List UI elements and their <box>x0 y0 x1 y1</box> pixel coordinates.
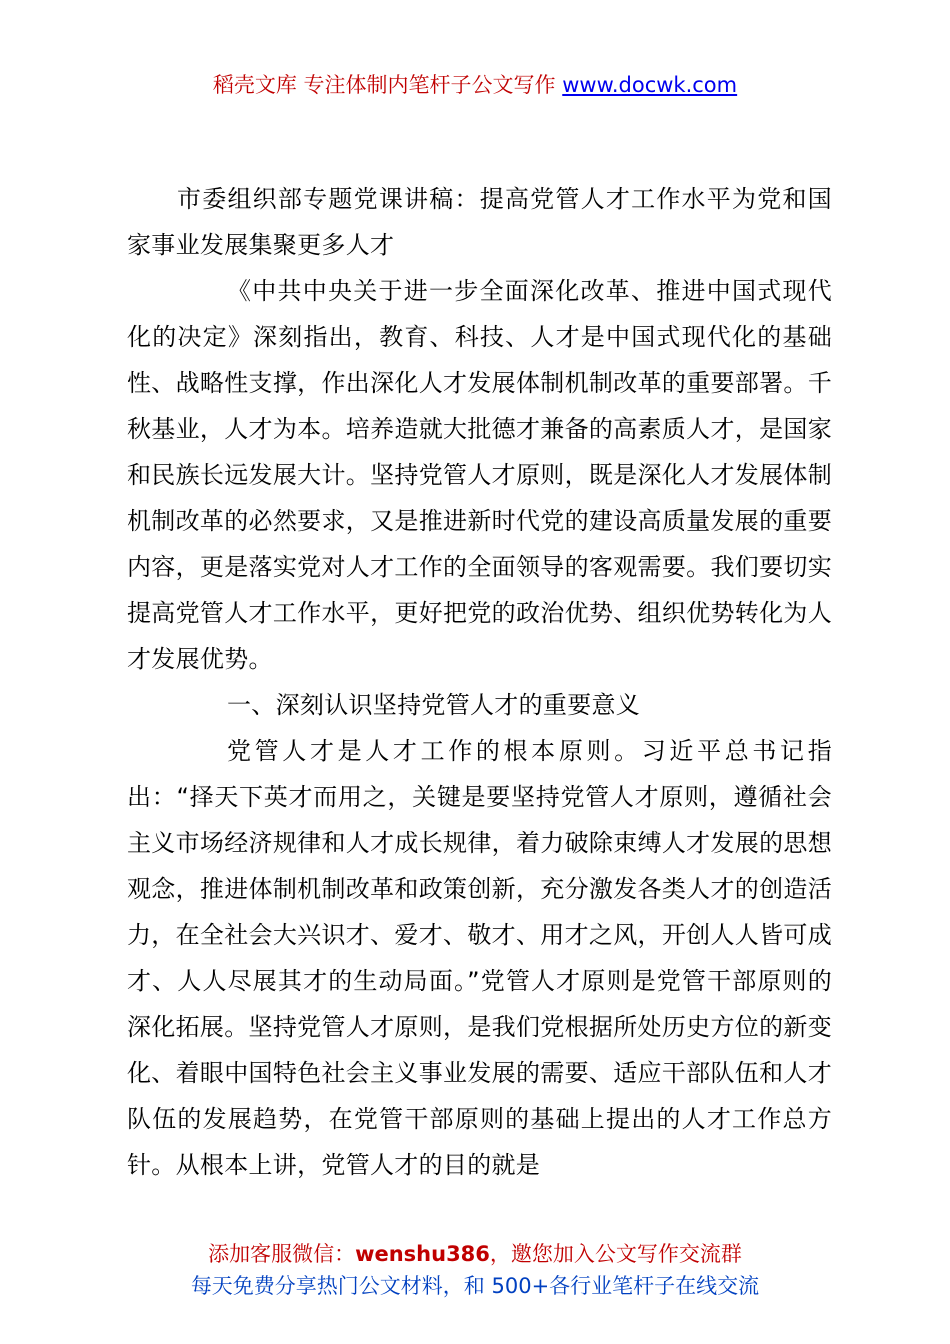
footer-prefix: 添加客服微信： <box>208 1242 356 1266</box>
site-link[interactable]: www.docwk.com <box>562 73 738 97</box>
wechat-id: wenshu386 <box>355 1242 490 1266</box>
page-footer <box>0 1238 950 1302</box>
document-body <box>127 176 832 1188</box>
footer-suffix: ，邀您加入公文写作交流群 <box>489 1242 742 1266</box>
paragraph-body: 党管人才是人才工作的根本原则。习近平总书记指出：“择天下英才而用之，关键是要坚持党管人才原则，遵循社会主义市场经济规律和人才成长规律，着力破除束缚人才发展的思想观念，推进体制机制改革和政策创新，充分激发各类人才的创造活力，在全社会大兴识才、爱才、敬才、用才之风，开创人人皆可成才、人人尽展其才的生动局面。”党管人才原则是党管干部原则的深化拓展。坚持党管人才原则，是我们党根据所处历史方位的新变化、着眼中国特色社会主义事业发展的需要、适应干部队伍和人才队伍的发展趋势，在党管干部原则的基础上提出的人才工作总方针。从根本上讲，党管人才的目的就是 <box>127 737 832 1179</box>
brand-text: 稻壳文库 专注体制内笔杆子公文写作 <box>212 73 556 97</box>
section-heading: 一、深刻认识坚持党管人才的重要意义 <box>227 691 641 719</box>
paragraph-intro: 《中共中央关于进一步全面深化改革、推进中国式现代化的决定》深刻指出，教育、科技、人才是中国式现代化的基础性、战略性支撑，作出深化人才发展体制机制改革的重要部署。千秋基业，人才为本。培养造就大批德才兼备的高素质人才，是国家和民族长远发展大计。坚持党管人才原则，既是深化人才发展体制机制改革的必然要求，又是推进新时代党的建设高质量发展的重要内容，更是落实党对人才工作的全面领导的客观需要。我们要切实提高党管人才工作水平，更好把党的政治优势、组织优势转化为人才发展优势。 <box>127 277 832 673</box>
footer-contact-line <box>0 1238 950 1270</box>
document-title: 市委组织部专题党课讲稿：提高党管人才工作水平为党和国家事业发展集聚更多人才 <box>127 185 832 259</box>
footer-promo-line: 每天免费分享热门公文材料，和 500+各行业笔杆子在线交流 <box>190 1274 760 1298</box>
page-header <box>0 70 950 100</box>
